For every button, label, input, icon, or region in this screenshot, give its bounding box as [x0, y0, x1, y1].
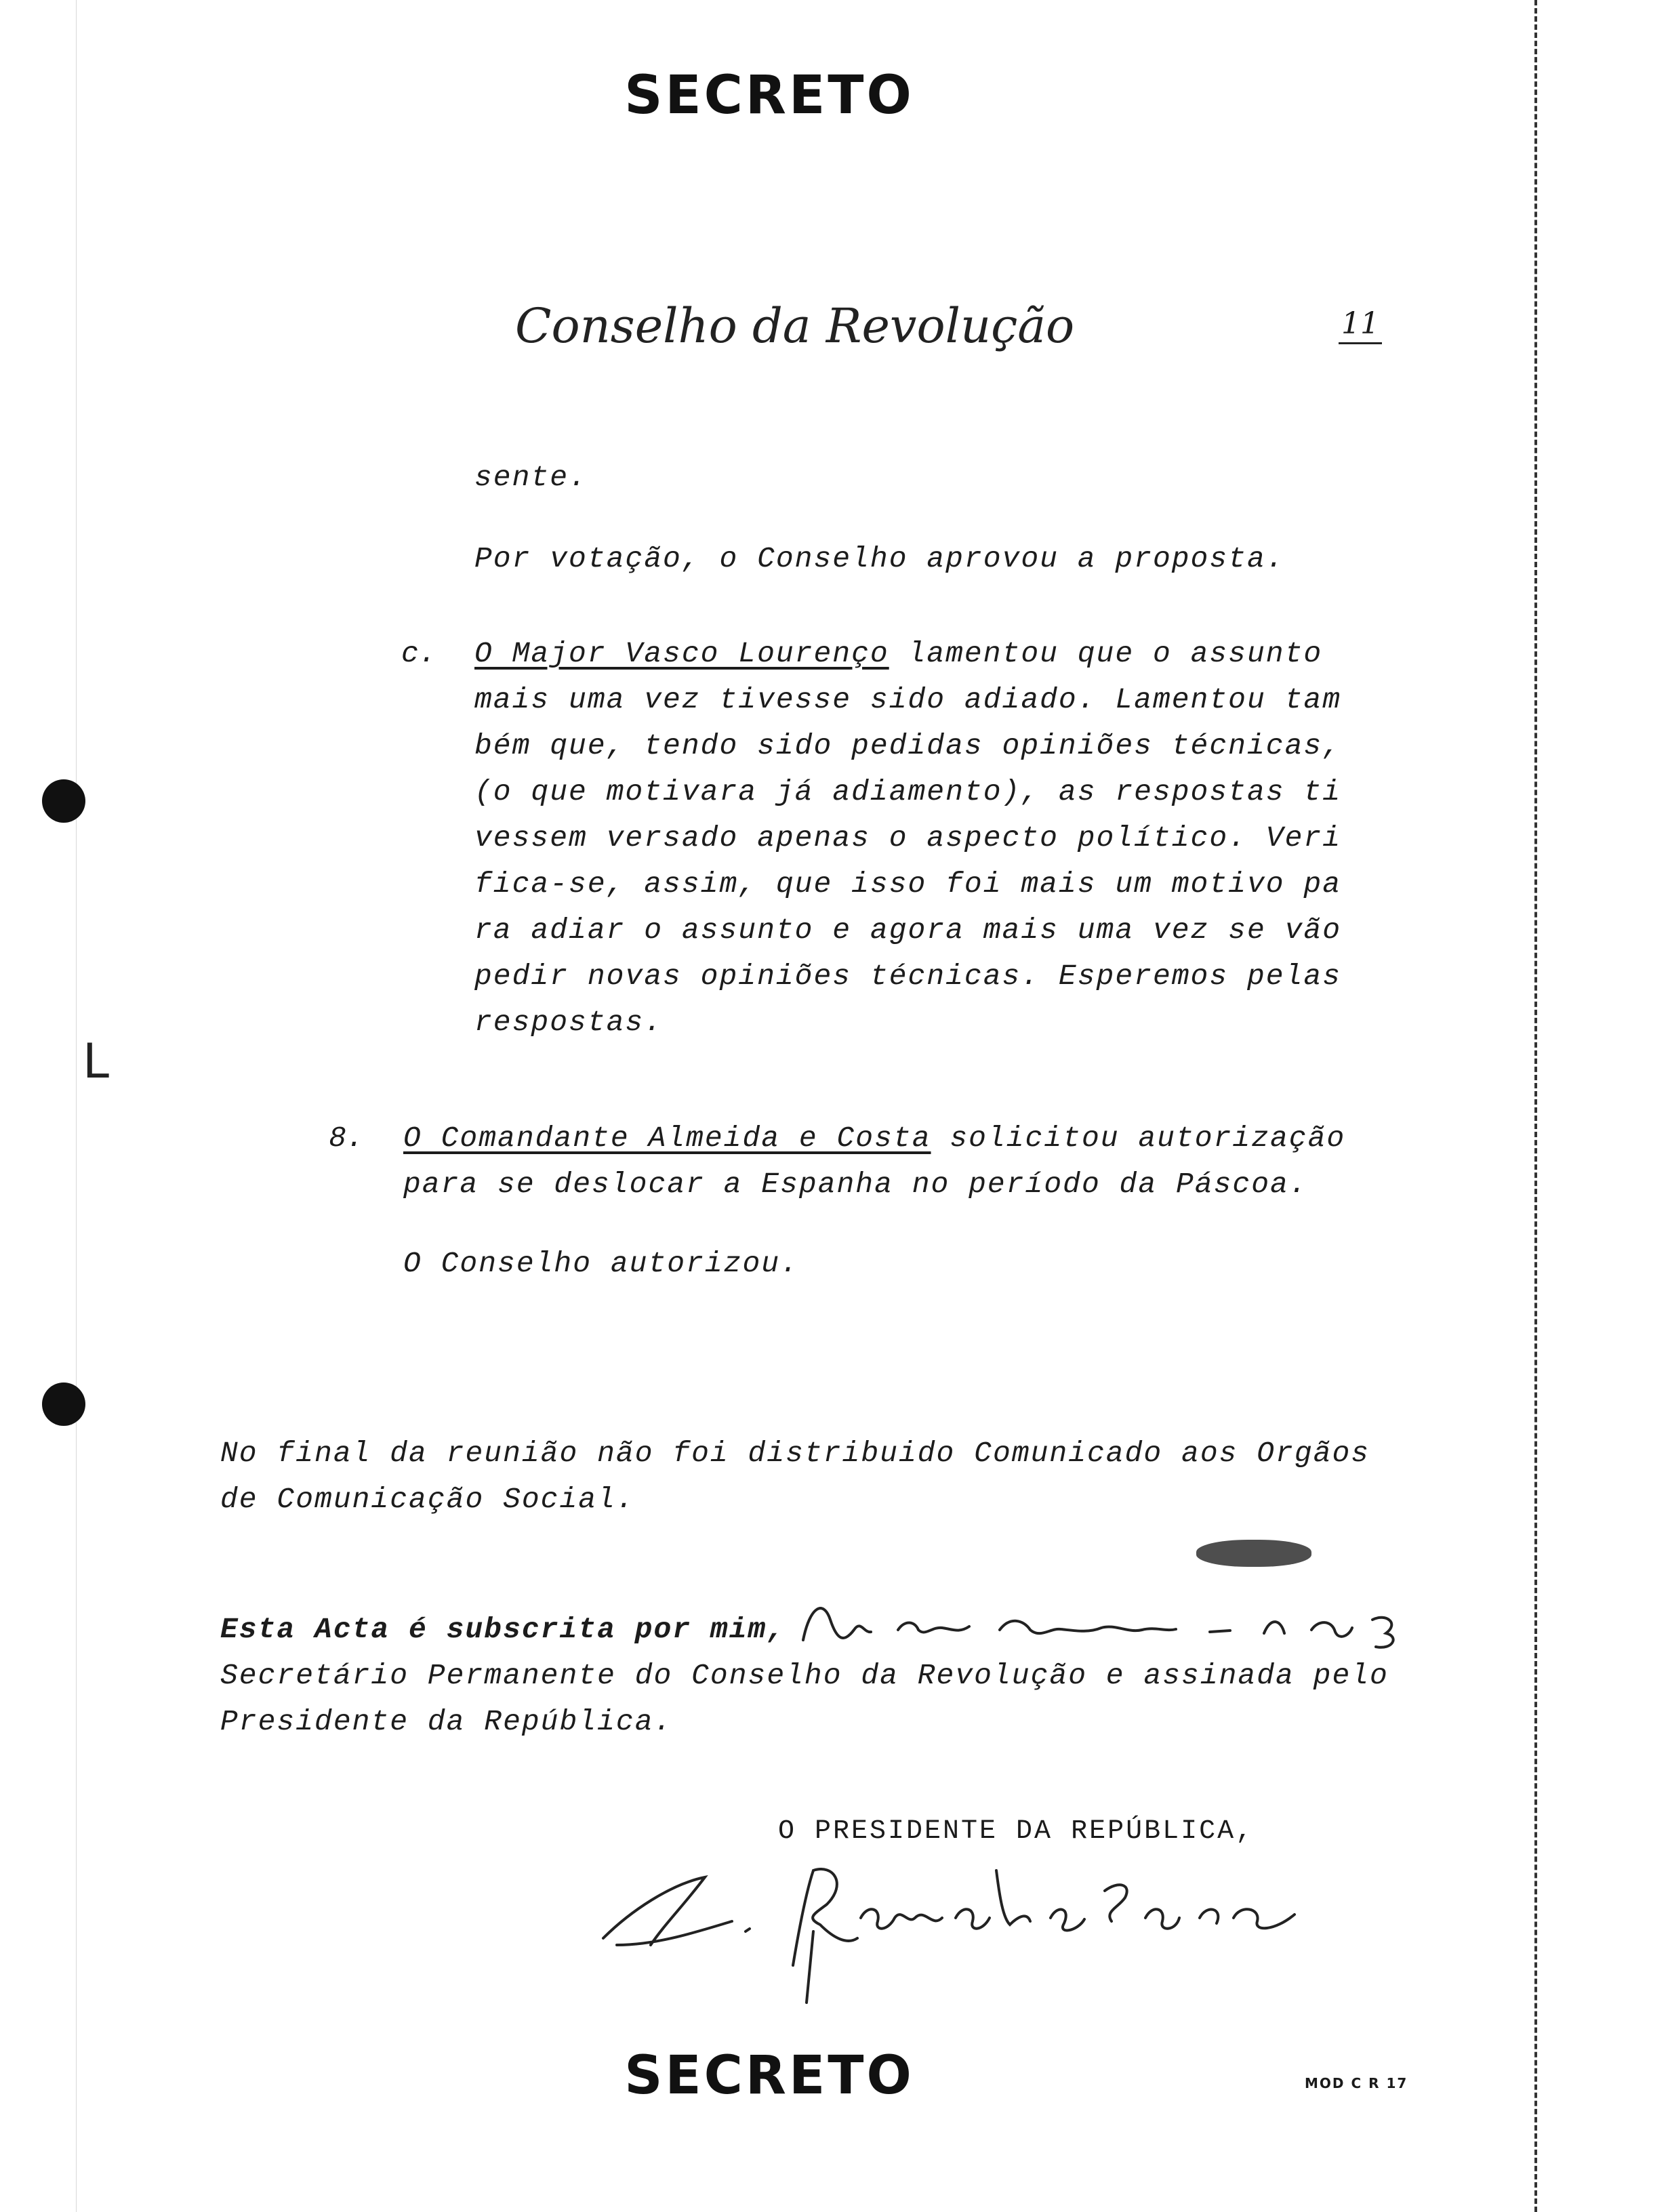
item-8-line: para se deslocar a Espanha no período da Páscoa. [403, 1168, 1308, 1201]
item-c-line: vessem versado apenas o aspecto político. Veri [474, 821, 1341, 855]
classification-stamp-top: SECRETO [624, 65, 914, 126]
item-8-line: solicitou autorização [931, 1122, 1346, 1155]
item-c-line: fica-se, assim, que isso foi mais um motivo pa [474, 867, 1341, 901]
form-code: MOD C R 17 [1305, 2075, 1408, 2091]
item-c-line: pedir novas opiniões técnicas. Esperemos pelas [474, 960, 1341, 993]
page-number: 11 [1339, 306, 1382, 344]
item-8-marker: 8. [329, 1122, 364, 1155]
classification-stamp-bottom: SECRETO [624, 2045, 914, 2106]
acta-line: Secretário Permanente do Conselho da Revolução e assinada pelo [220, 1659, 1389, 1692]
ink-blot [1196, 1540, 1311, 1567]
item-c-paragraph [474, 637, 1341, 1052]
punch-hole [42, 779, 85, 823]
president-signature [590, 1843, 1389, 2006]
closing-paragraph [220, 1437, 1370, 1529]
closing-line: No final da reunião não foi distribuido Comunicado aos Orgãos [220, 1437, 1370, 1470]
opening-line: sente. [474, 461, 588, 494]
item-8-paragraph [403, 1122, 1345, 1214]
margin-rule [76, 0, 77, 2212]
margin-mark: L [83, 1033, 109, 1089]
item-c-line: (o que motivara já adiamento), as respostas ti [474, 775, 1341, 808]
letterhead-title: Conselho da Revolução [515, 298, 1075, 354]
authorized-line: O Conselho autorizou. [403, 1247, 799, 1280]
vote-line: Por votação, o Conselho aprovou a proposta. [474, 542, 1285, 575]
signature-label: O PRESIDENTE DA REPÚBLICA, [778, 1816, 1255, 1847]
item-c-subject: O Major Vasco Lourenço [474, 637, 889, 670]
item-8-subject: O Comandante Almeida e Costa [403, 1122, 931, 1155]
acta-line: Presidente da República. [220, 1705, 673, 1738]
closing-line: de Comunicação Social. [220, 1483, 635, 1516]
item-c-line: mais uma vez tivesse sido adiado. Lamentou tam [474, 683, 1341, 716]
item-c-line: lamentou que o assunto [889, 637, 1323, 670]
item-c-line: respostas. [474, 1006, 664, 1039]
page-edge-line [1534, 0, 1537, 2212]
item-c-line: ra adiar o assunto e agora mais uma vez se vão [474, 914, 1341, 947]
item-c-marker: c. [401, 637, 436, 670]
secretary-signature [796, 1593, 1420, 1660]
acta-line: Esta Acta é subscrita por mim, [220, 1613, 786, 1646]
punch-hole [42, 1382, 85, 1426]
item-c-line: bém que, tendo sido pedidas opiniões técnicas, [474, 729, 1341, 762]
